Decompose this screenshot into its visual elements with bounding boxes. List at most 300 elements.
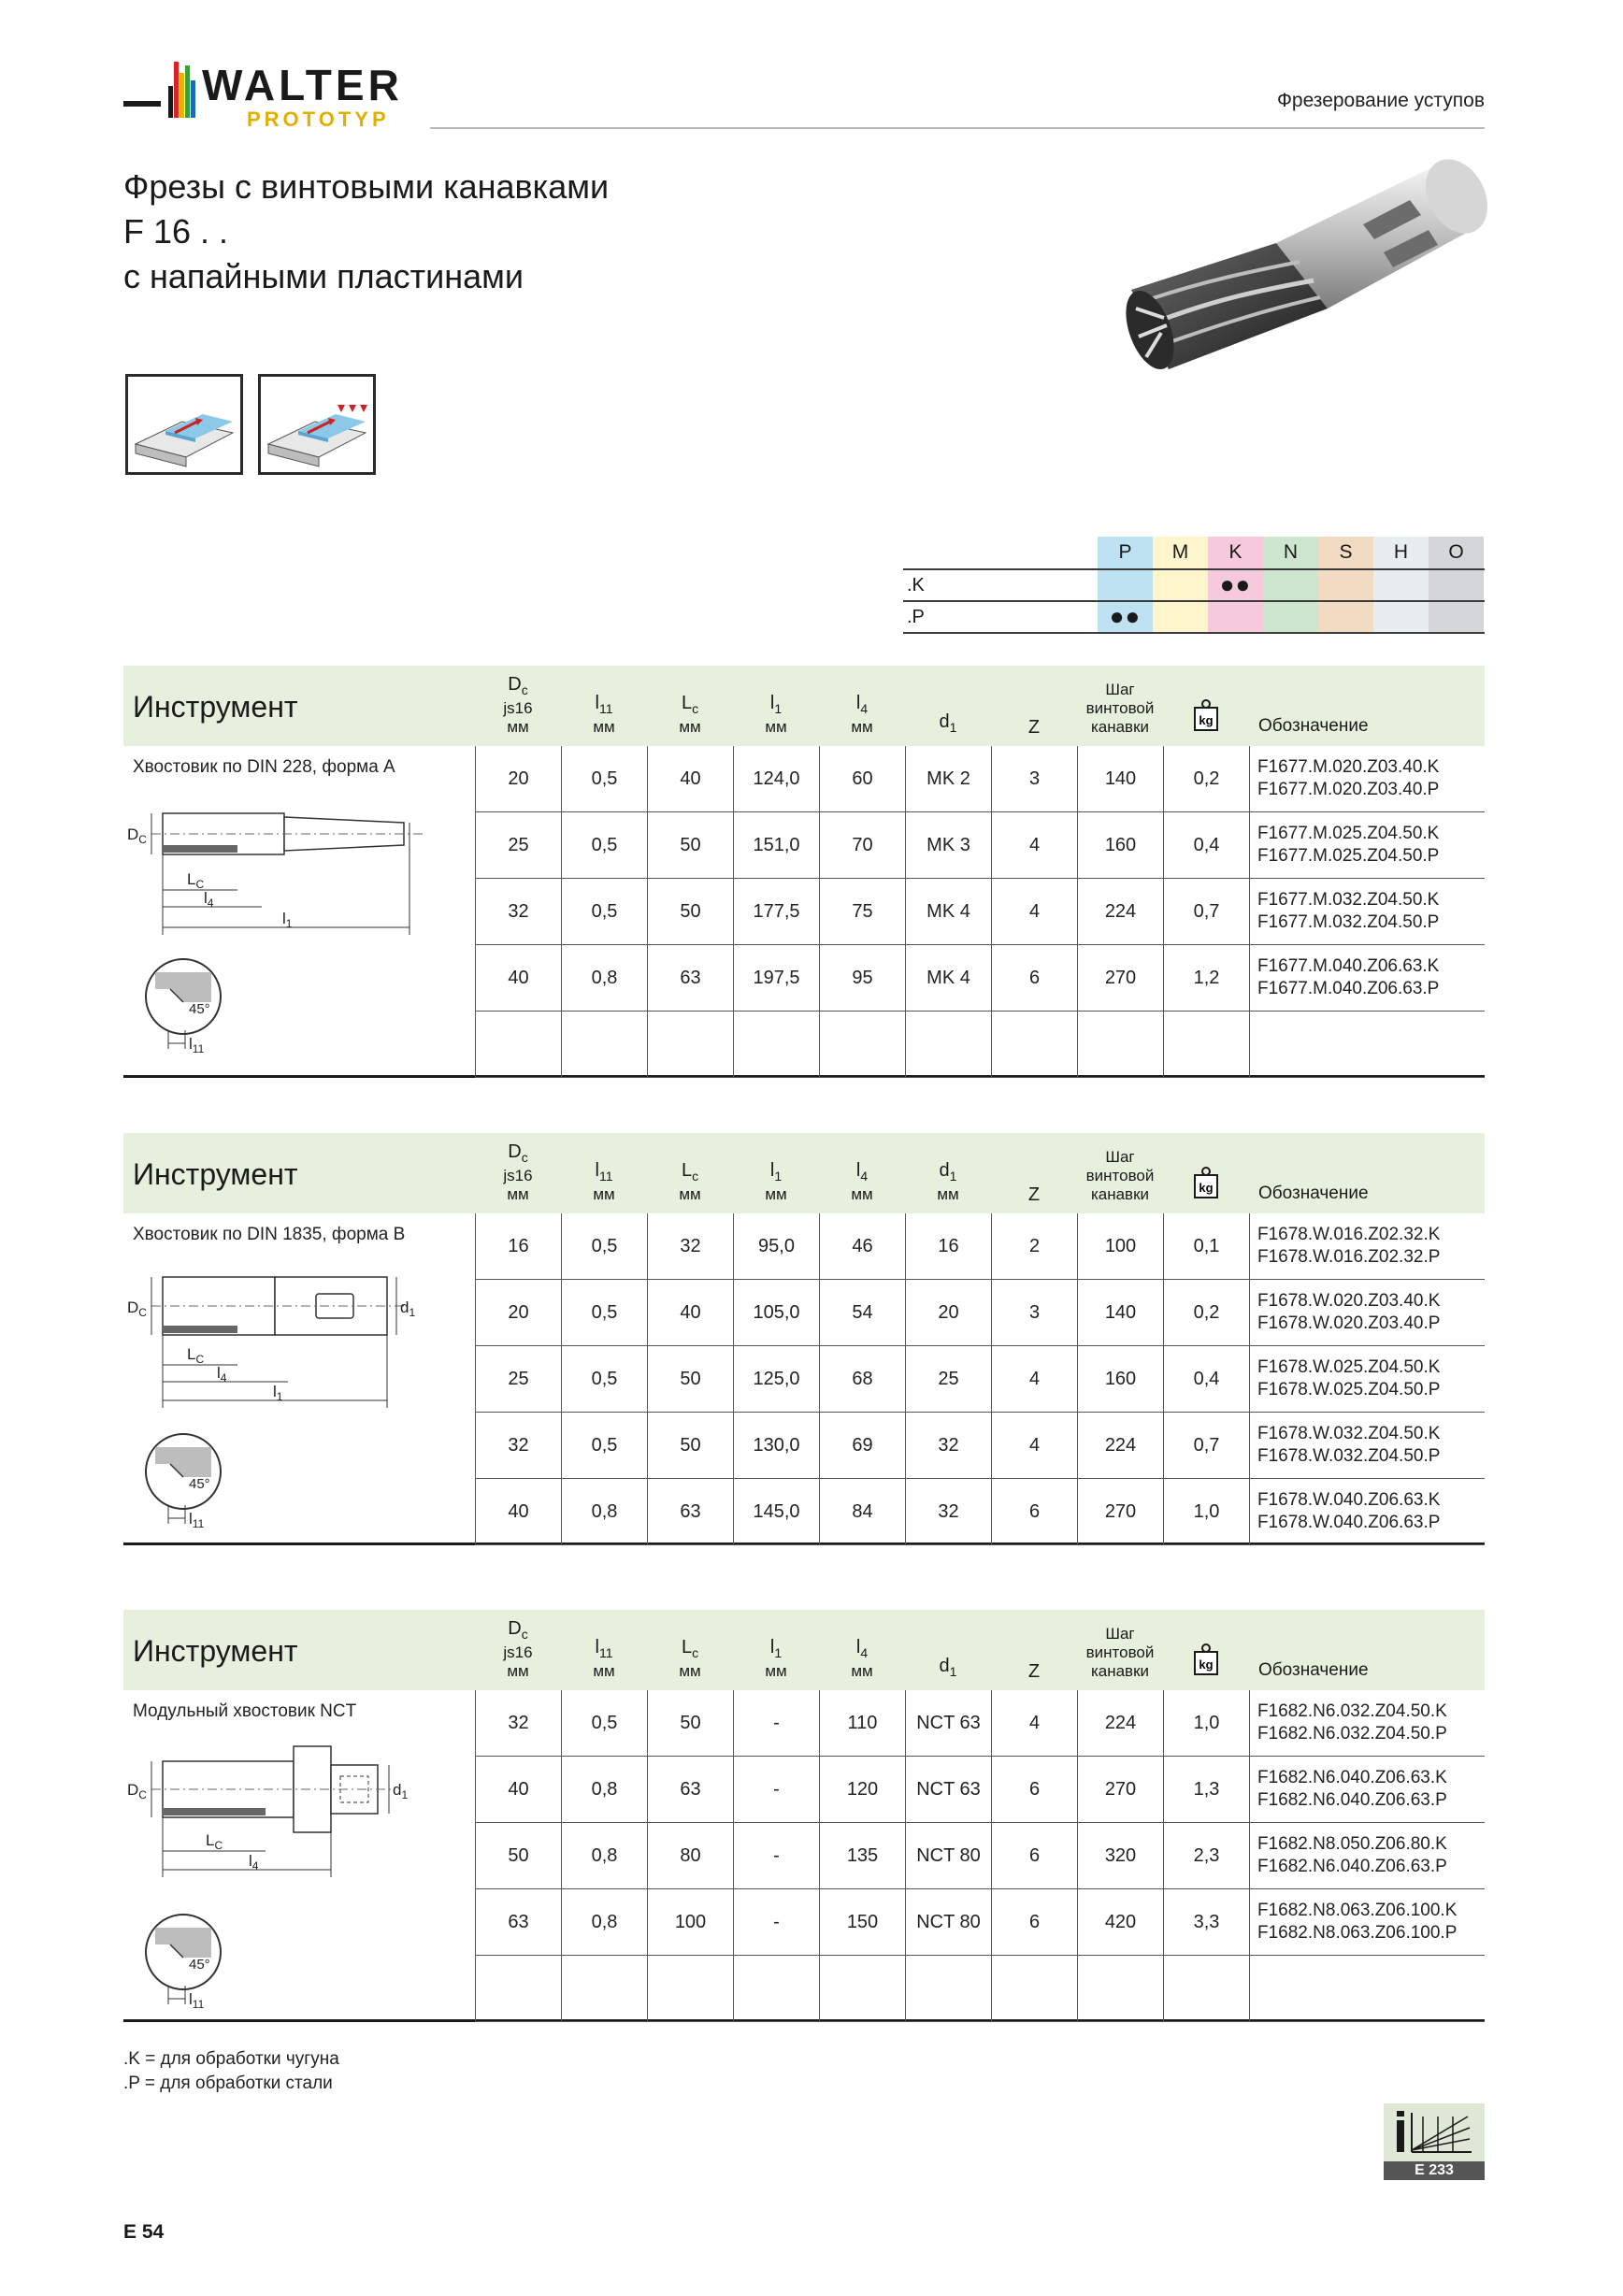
mat-col-s: S (1318, 537, 1373, 568)
cell-kg: 0,4 (1163, 1346, 1249, 1413)
drawing-label: $D_C$ (127, 825, 147, 846)
designation-p: F1678.W.020.Z03.40.P (1257, 1313, 1441, 1333)
logo-walter: WALTER (202, 61, 403, 109)
cell-kg: 0,7 (1163, 879, 1249, 945)
table-row (475, 1213, 1485, 1280)
table-row (475, 1280, 1485, 1346)
cell-pitch: 100 (1077, 1213, 1163, 1280)
cell-dc: 32 (475, 1413, 561, 1479)
cell-oz (1249, 1757, 1485, 1823)
logo-prototyp: PROTOTYP (247, 108, 390, 131)
cell-pitch: 224 (1077, 879, 1163, 945)
mat-col-n: N (1263, 537, 1318, 568)
cell-l4: 54 (819, 1280, 905, 1346)
svg-text:kg: kg (1199, 1657, 1214, 1672)
header-l1: $l_1$ мм (765, 1160, 787, 1203)
cell-l1: 177,5 (733, 879, 819, 945)
tool-table-body (123, 1690, 1485, 2022)
designation-p: F1682.N6.040.Z06.63.P (1257, 1857, 1447, 1876)
footnote-k: .K = для обработки чугуна (123, 2049, 339, 2069)
designation-p: F1677.M.032.Z04.50.P (1257, 912, 1440, 932)
designation-p: F1682.N6.040.Z06.63.P (1257, 1790, 1447, 1810)
cell-pitch: 160 (1077, 812, 1163, 879)
cell-l11: 0,8 (561, 945, 647, 1012)
info-reference-link[interactable] (1384, 2103, 1485, 2180)
footnote-p: .P = для обработки стали (123, 2074, 333, 2093)
shank-type-label: Хвостовик по DIN 1835, форма B (133, 1225, 406, 1244)
header-designation: Обозначение (1258, 1660, 1369, 1680)
weight-icon (1192, 1643, 1220, 1676)
cell-lc: 32 (647, 1213, 733, 1280)
cell-kg: 1,2 (1163, 945, 1249, 1012)
cell-d1: MK 4 (905, 879, 991, 945)
shank-drawing (123, 780, 469, 1079)
cell-d1: MK 2 (905, 746, 991, 812)
header-lc: $L_c$ мм (679, 1637, 701, 1680)
cell-l1: 145,0 (733, 1479, 819, 1545)
cell-l4: 46 (819, 1213, 905, 1280)
table-row (475, 1889, 1485, 1956)
tool-table-header (123, 1610, 1485, 1690)
cell-l11: 0,5 (561, 1346, 647, 1413)
cell-kg: 0,4 (1163, 812, 1249, 879)
header-l11: $l_{11}$ мм (593, 1160, 615, 1203)
cell-d1: 20 (905, 1280, 991, 1346)
header-z: Z (1027, 1184, 1041, 1205)
cell-kg: 1,3 (1163, 1757, 1249, 1823)
page-title (123, 165, 609, 299)
cell-l1: 95,0 (733, 1213, 819, 1280)
header-dc: $D_c$ js16 мм (503, 1141, 533, 1203)
drawing-label: $l_4$ (204, 889, 214, 910)
cell-dc: 16 (475, 1213, 561, 1280)
footnotes (123, 2047, 339, 2096)
drawing-label: $d_1$ (393, 1781, 409, 1801)
cell-l1 (733, 1956, 819, 2022)
table-row (475, 1346, 1485, 1413)
cell-z (991, 1956, 1077, 2022)
cell-oz (1249, 1346, 1485, 1413)
mat-col-p: P (1098, 537, 1153, 568)
walter-prototyp-logo (123, 58, 404, 133)
header-l4: $l_4$ мм (851, 1160, 873, 1203)
table-title: Инструмент (133, 1157, 298, 1191)
cell-pitch (1077, 1012, 1163, 1078)
cell-d1: MK 4 (905, 945, 991, 1012)
cell-d1 (905, 1012, 991, 1078)
cell-kg (1163, 1956, 1249, 2022)
designation-k: F1677.M.040.Z06.63.K (1257, 956, 1440, 976)
mat-col-k: K (1208, 537, 1263, 568)
mat-col-o: O (1429, 537, 1484, 568)
info-chart-icon (1384, 2103, 1485, 2161)
designation-k: F1677.M.032.Z04.50.K (1257, 890, 1440, 910)
info-ref-label: E 233 (1384, 2161, 1485, 2180)
designation-p: F1682.N6.032.Z04.50.P (1257, 1724, 1447, 1744)
weight-icon (1192, 1166, 1220, 1199)
cell-l11: 0,8 (561, 1479, 647, 1545)
cell-oz (1249, 1823, 1485, 1889)
material-row-label: .P (907, 607, 925, 627)
cell-d1 (905, 1956, 991, 2022)
cell-l11 (561, 1012, 647, 1078)
cell-l4: 70 (819, 812, 905, 879)
cell-dc: 40 (475, 945, 561, 1012)
table-row (475, 746, 1485, 812)
cell-d1: 25 (905, 1346, 991, 1413)
cell-z: 4 (991, 1413, 1077, 1479)
cell-z: 6 (991, 1823, 1077, 1889)
material-mark: ●● (1208, 570, 1263, 600)
cell-z (991, 1012, 1077, 1078)
tool-table-body (123, 746, 1485, 1078)
table-row (475, 945, 1485, 1012)
cell-d1: NCT 63 (905, 1757, 991, 1823)
cell-l1 (733, 1012, 819, 1078)
cell-l1: - (733, 1690, 819, 1757)
designation-p: F1678.W.016.Z02.32.P (1257, 1247, 1441, 1267)
cell-pitch: 160 (1077, 1346, 1163, 1413)
cell-kg: 1,0 (1163, 1479, 1249, 1545)
cell-z: 3 (991, 1280, 1077, 1346)
cell-lc: 50 (647, 1690, 733, 1757)
cell-lc: 63 (647, 1479, 733, 1545)
cell-kg: 3,3 (1163, 1889, 1249, 1956)
angle-label: 45° (189, 1957, 210, 1973)
cell-z: 4 (991, 879, 1077, 945)
table-row (475, 1479, 1485, 1545)
tool-table-header (123, 1133, 1485, 1213)
designation-k: F1678.W.040.Z06.63.K (1257, 1490, 1441, 1510)
drawing-label: $l_{11}$ (189, 1990, 205, 2011)
designation-k: F1678.W.032.Z04.50.K (1257, 1424, 1441, 1443)
section-title: Фрезерование уступов (1276, 90, 1485, 111)
drawing-label: $l_1$ (282, 910, 293, 930)
cell-oz (1249, 1690, 1485, 1757)
designation-p: F1678.W.025.Z04.50.P (1257, 1380, 1441, 1399)
cell-oz (1249, 1413, 1485, 1479)
material-mark: ●● (1098, 602, 1153, 632)
cell-dc: 20 (475, 1280, 561, 1346)
logo-dash (123, 101, 161, 107)
designation-p: F1677.M.040.Z06.63.P (1257, 979, 1440, 998)
cell-oz (1249, 812, 1485, 879)
mat-col-m: M (1153, 537, 1208, 568)
drawing-label: $D_C$ (127, 1299, 147, 1319)
cell-lc: 63 (647, 945, 733, 1012)
cell-dc: 40 (475, 1757, 561, 1823)
cell-lc (647, 1012, 733, 1078)
cell-l11: 0,8 (561, 1823, 647, 1889)
cell-oz (1249, 1213, 1485, 1280)
tool-table-1 (123, 666, 1485, 1078)
tool-table-body (123, 1213, 1485, 1545)
header-lc: $L_c$ мм (679, 1160, 701, 1203)
tool-table-2 (123, 1133, 1485, 1545)
cell-z: 6 (991, 1889, 1077, 1956)
cell-oz (1249, 1012, 1485, 1078)
cell-pitch (1077, 1956, 1163, 2022)
cell-kg: 0,2 (1163, 1280, 1249, 1346)
header-l4: $l_4$ мм (851, 1637, 873, 1680)
cell-oz (1249, 1479, 1485, 1545)
cell-d1: MK 3 (905, 812, 991, 879)
header-kg (1163, 1610, 1249, 1690)
header-d1: $d_1$ мм (937, 1160, 959, 1203)
header-l11: $l_{11}$ мм (593, 693, 615, 736)
drawing-label: $d_1$ (400, 1299, 416, 1319)
cell-lc: 80 (647, 1823, 733, 1889)
drawing-label: $l_{11}$ (189, 1510, 205, 1530)
header-pitch: Шаг винтовой канавки (1085, 1625, 1155, 1680)
title-line-3: с напайными пластинами (123, 257, 524, 295)
cell-pitch: 270 (1077, 945, 1163, 1012)
header-dc: $D_c$ js16 мм (503, 674, 533, 736)
cell-l11: 0,5 (561, 879, 647, 945)
cell-l1: 151,0 (733, 812, 819, 879)
mat-col-h: H (1373, 537, 1429, 568)
tool-table-header (123, 666, 1485, 746)
cell-d1: NCT 80 (905, 1823, 991, 1889)
drawing-label: $L_C$ (187, 870, 205, 891)
cell-d1: 32 (905, 1413, 991, 1479)
cell-l4: 75 (819, 879, 905, 945)
table-title: Инструмент (133, 1634, 298, 1668)
cell-dc: 25 (475, 812, 561, 879)
cell-z: 6 (991, 945, 1077, 1012)
weight-icon (1192, 698, 1220, 732)
header-lc: $L_c$ мм (679, 693, 701, 736)
title-line-2: F 16 . . (123, 212, 229, 251)
header-l1: $l_1$ мм (765, 693, 787, 736)
cell-l1: 197,5 (733, 945, 819, 1012)
cell-oz (1249, 1889, 1485, 1956)
cell-dc (475, 1012, 561, 1078)
material-row-label: .K (907, 575, 925, 596)
shank-drawing (123, 1724, 469, 2023)
table-row (475, 1012, 1485, 1078)
drawing-label: $L_C$ (187, 1345, 205, 1366)
cell-z: 4 (991, 1346, 1077, 1413)
cell-kg: 2,3 (1163, 1823, 1249, 1889)
cell-d1: 16 (905, 1213, 991, 1280)
drawing-label: $l_1$ (273, 1383, 283, 1403)
cell-z: 6 (991, 1757, 1077, 1823)
cell-kg: 0,2 (1163, 746, 1249, 812)
header-z: Z (1027, 1661, 1041, 1682)
cell-kg: 1,0 (1163, 1690, 1249, 1757)
cell-lc: 50 (647, 879, 733, 945)
cell-pitch: 224 (1077, 1413, 1163, 1479)
designation-p: F1677.M.025.Z04.50.P (1257, 846, 1440, 866)
drawing-label: $l_4$ (217, 1364, 227, 1385)
cell-kg (1163, 1012, 1249, 1078)
shoulder-milling-plunge-icon (258, 374, 376, 475)
drawing-label: $l_4$ (249, 1852, 259, 1873)
material-groups-table (903, 537, 1485, 634)
drawing-label: $L_C$ (206, 1831, 223, 1852)
shank-type-label: Модульный хвостовик NCT (133, 1701, 357, 1721)
header-d1: $d_1$ (939, 711, 957, 735)
cell-pitch: 270 (1077, 1757, 1163, 1823)
drawing-label: $l_{11}$ (189, 1035, 205, 1055)
designation-k: F1682.N8.050.Z06.80.K (1257, 1834, 1447, 1854)
cell-l4: 120 (819, 1757, 905, 1823)
cell-z: 3 (991, 746, 1077, 812)
cell-l11: 0,5 (561, 1280, 647, 1346)
header-l1: $l_1$ мм (765, 1637, 787, 1680)
tool-drawing (123, 1247, 469, 1551)
cell-lc: 50 (647, 1346, 733, 1413)
table-row (475, 1956, 1485, 2022)
cell-lc: 40 (647, 746, 733, 812)
cell-l11: 0,5 (561, 746, 647, 812)
end-mill-product-image (1113, 159, 1496, 393)
cell-l1: - (733, 1823, 819, 1889)
designation-p: F1678.W.040.Z06.63.P (1257, 1513, 1441, 1532)
cell-l4: 135 (819, 1823, 905, 1889)
cell-l4: 150 (819, 1889, 905, 1956)
cell-l11: 0,8 (561, 1757, 647, 1823)
cell-lc: 63 (647, 1757, 733, 1823)
material-row-k (903, 568, 1485, 600)
table-row (475, 1413, 1485, 1479)
cell-lc: 100 (647, 1889, 733, 1956)
drawing-label: $D_C$ (127, 1781, 147, 1801)
material-header (903, 537, 1485, 568)
cell-kg: 0,1 (1163, 1213, 1249, 1280)
table-row (475, 1690, 1485, 1757)
header-l11: $l_{11}$ мм (593, 1637, 615, 1680)
cell-oz (1249, 879, 1485, 945)
header-kg (1163, 1133, 1249, 1213)
cell-pitch: 224 (1077, 1690, 1163, 1757)
cell-oz (1249, 1280, 1485, 1346)
cell-l4: 60 (819, 746, 905, 812)
cell-dc: 32 (475, 1690, 561, 1757)
cell-d1: NCT 63 (905, 1690, 991, 1757)
cell-lc: 50 (647, 812, 733, 879)
shank-drawing (123, 1247, 469, 1546)
cell-dc: 50 (475, 1823, 561, 1889)
cell-pitch: 320 (1077, 1823, 1163, 1889)
table-title: Инструмент (133, 690, 298, 724)
angle-label: 45° (189, 1476, 210, 1492)
cell-l1: 105,0 (733, 1280, 819, 1346)
cell-z: 4 (991, 812, 1077, 879)
cell-l1: 125,0 (733, 1346, 819, 1413)
cell-oz (1249, 945, 1485, 1012)
svg-text:kg: kg (1199, 1181, 1214, 1195)
table-row (475, 1757, 1485, 1823)
cell-pitch: 270 (1077, 1479, 1163, 1545)
designation-k: F1678.W.016.Z02.32.K (1257, 1225, 1441, 1244)
cell-d1: NCT 80 (905, 1889, 991, 1956)
table-row (475, 1823, 1485, 1889)
designation-k: F1677.M.025.Z04.50.K (1257, 824, 1440, 843)
tool-drawing (123, 780, 469, 1083)
designation-p: F1682.N8.063.Z06.100.P (1257, 1923, 1458, 1943)
header-designation: Обозначение (1258, 1184, 1369, 1203)
angle-label: 45° (189, 1001, 210, 1017)
cell-dc: 25 (475, 1346, 561, 1413)
tool-table-3 (123, 1610, 1485, 2022)
cell-dc: 40 (475, 1479, 561, 1545)
header-divider (430, 127, 1485, 129)
cell-z: 2 (991, 1213, 1077, 1280)
cell-lc: 50 (647, 1413, 733, 1479)
header-kg (1163, 666, 1249, 746)
designation-k: F1677.M.020.Z03.40.K (1257, 757, 1440, 777)
header-dc: $D_c$ js16 мм (503, 1618, 533, 1680)
cell-z: 4 (991, 1690, 1077, 1757)
cell-l11: 0,5 (561, 812, 647, 879)
page-number: E 54 (123, 2221, 165, 2243)
cell-l4: 95 (819, 945, 905, 1012)
cell-d1: 32 (905, 1479, 991, 1545)
shoulder-milling-icon (125, 374, 243, 475)
cell-lc: 40 (647, 1280, 733, 1346)
designation-k: F1682.N6.040.Z06.63.K (1257, 1768, 1447, 1787)
designation-p: F1678.W.032.Z04.50.P (1257, 1446, 1441, 1466)
cell-l4 (819, 1956, 905, 2022)
cell-l4: 68 (819, 1346, 905, 1413)
header-pitch: Шаг винтовой канавки (1085, 681, 1155, 736)
cell-l1: 124,0 (733, 746, 819, 812)
shank-type-label: Хвостовик по DIN 228, форма A (133, 757, 395, 777)
cell-l11: 0,5 (561, 1413, 647, 1479)
cell-pitch: 420 (1077, 1889, 1163, 1956)
designation-k: F1678.W.020.Z03.40.K (1257, 1291, 1441, 1311)
cell-oz (1249, 746, 1485, 812)
header-designation: Обозначение (1258, 716, 1369, 736)
cell-l11: 0,5 (561, 1213, 647, 1280)
cell-z: 6 (991, 1479, 1077, 1545)
header-z: Z (1027, 717, 1041, 738)
cell-l4: 84 (819, 1479, 905, 1545)
cell-l11: 0,8 (561, 1889, 647, 1956)
designation-k: F1678.W.025.Z04.50.K (1257, 1357, 1441, 1377)
cell-l4 (819, 1012, 905, 1078)
cell-dc (475, 1956, 561, 2022)
cell-dc: 63 (475, 1889, 561, 1956)
header-d1: $d_1$ (939, 1656, 957, 1679)
cell-dc: 20 (475, 746, 561, 812)
cell-dc: 32 (475, 879, 561, 945)
cell-pitch: 140 (1077, 1280, 1163, 1346)
designation-p: F1677.M.020.Z03.40.P (1257, 780, 1440, 799)
material-row-p (903, 600, 1485, 632)
designation-k: F1682.N6.032.Z04.50.K (1257, 1701, 1447, 1721)
header-l4: $l_4$ мм (851, 693, 873, 736)
cell-l11: 0,5 (561, 1690, 647, 1757)
title-line-1: Фрезы с винтовыми канавками (123, 167, 610, 206)
cell-oz (1249, 1956, 1485, 2022)
cell-l4: 110 (819, 1690, 905, 1757)
cell-pitch: 140 (1077, 746, 1163, 812)
cell-l11 (561, 1956, 647, 2022)
header-pitch: Шаг винтовой канавки (1085, 1148, 1155, 1203)
svg-text:kg: kg (1199, 713, 1214, 727)
cell-l1: 130,0 (733, 1413, 819, 1479)
cell-l1: - (733, 1889, 819, 1956)
cell-kg: 0,7 (1163, 1413, 1249, 1479)
cell-l4: 69 (819, 1413, 905, 1479)
table-row (475, 879, 1485, 945)
table-row (475, 812, 1485, 879)
cell-lc (647, 1956, 733, 2022)
cell-l1: - (733, 1757, 819, 1823)
